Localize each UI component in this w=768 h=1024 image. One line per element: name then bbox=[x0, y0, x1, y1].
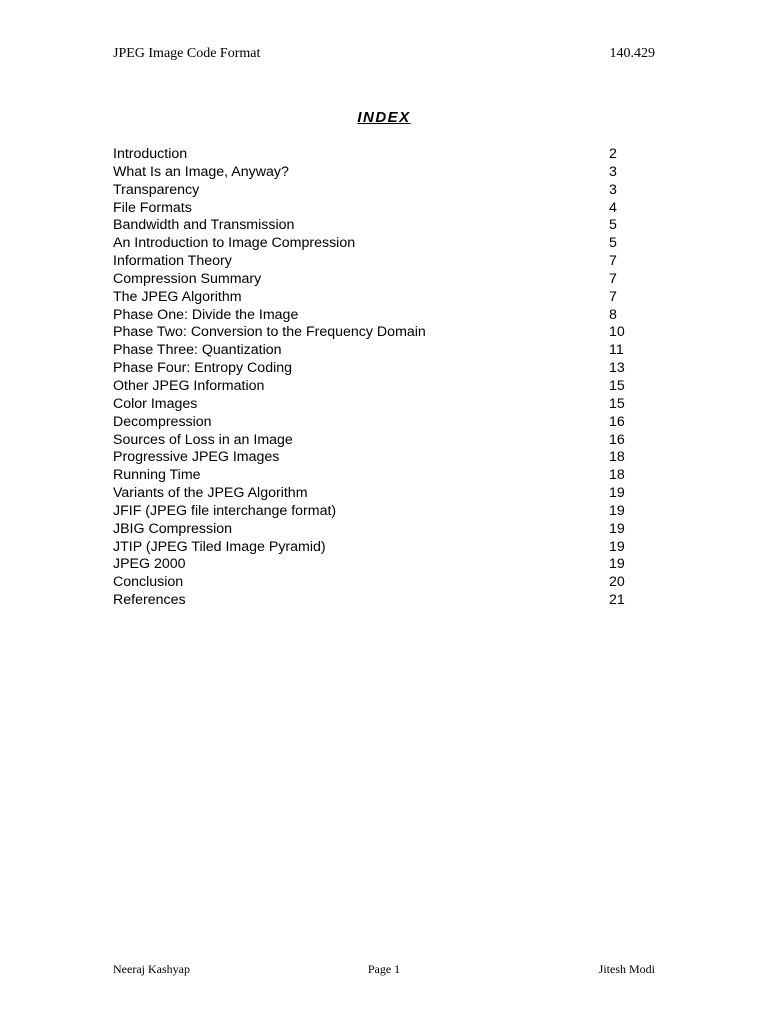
toc-entry-title: File Formats bbox=[113, 199, 192, 216]
toc-entry-title: Conclusion bbox=[113, 574, 184, 591]
toc-entry-title: What Is an Image, Anyway? bbox=[113, 163, 289, 180]
toc-entry bbox=[113, 378, 633, 396]
toc-entry-title: An Introduction to Image Compression bbox=[113, 235, 356, 252]
footer-author-left: Neeraj Kashyap bbox=[113, 962, 190, 976]
toc-entry-page: 19 bbox=[609, 538, 625, 555]
toc-entry-title: Other JPEG Information bbox=[113, 377, 265, 394]
toc-entry bbox=[113, 200, 633, 218]
toc-entry-page: 15 bbox=[609, 395, 625, 412]
toc-entry-title: The JPEG Algorithm bbox=[113, 288, 242, 305]
toc-entry bbox=[113, 253, 633, 271]
toc-entry-page: 4 bbox=[609, 199, 617, 216]
toc-entry bbox=[113, 539, 633, 557]
toc-entry bbox=[113, 503, 633, 521]
toc-entry bbox=[113, 449, 633, 467]
toc-entry bbox=[113, 396, 633, 414]
toc-entry-title: References bbox=[113, 592, 186, 609]
toc-entry-title: Sources of Loss in an Image bbox=[113, 431, 293, 448]
toc-entry-page: 13 bbox=[609, 360, 625, 377]
toc-entry-page: 7 bbox=[609, 288, 617, 305]
toc-entry-page: 7 bbox=[609, 270, 617, 287]
page-header bbox=[113, 46, 655, 66]
toc-entry bbox=[113, 271, 633, 289]
toc-entry-page: 10 bbox=[609, 324, 625, 341]
toc-entry bbox=[113, 574, 633, 592]
toc-entry-page: 19 bbox=[609, 485, 625, 502]
toc-entry bbox=[113, 360, 633, 378]
toc-entry bbox=[113, 485, 633, 503]
index-heading: INDEX bbox=[357, 109, 411, 126]
toc-entry-title: Bandwidth and Transmission bbox=[113, 217, 295, 234]
toc-entry-title: Running Time bbox=[113, 467, 201, 484]
toc-entry bbox=[113, 217, 633, 235]
toc-entry-page: 15 bbox=[609, 377, 625, 394]
toc-entry-title: Phase Three: Quantization bbox=[113, 342, 282, 359]
toc-entry bbox=[113, 521, 633, 539]
toc-entry bbox=[113, 414, 633, 432]
toc-entry-page: 5 bbox=[609, 235, 617, 252]
toc-entry-page: 18 bbox=[609, 449, 625, 466]
toc-entry-page: 16 bbox=[609, 431, 625, 448]
header-course-number: 140.429 bbox=[609, 46, 655, 61]
toc-entry bbox=[113, 342, 633, 360]
toc-entry-title: JTIP (JPEG Tiled Image Pyramid) bbox=[113, 538, 326, 555]
toc-entry bbox=[113, 467, 633, 485]
toc-entry bbox=[113, 324, 633, 342]
toc-entry bbox=[113, 146, 633, 164]
toc-entry-page: 21 bbox=[609, 592, 625, 609]
toc-entry bbox=[113, 164, 633, 182]
toc-entry-title: JPEG 2000 bbox=[113, 556, 186, 573]
toc-entry-title: Phase One: Divide the Image bbox=[113, 306, 299, 323]
toc-entry-title: JFIF (JPEG file interchange format) bbox=[113, 502, 337, 519]
toc-entry-title: JBIG Compression bbox=[113, 520, 233, 537]
footer-author-right: Jitesh Modi bbox=[598, 962, 655, 976]
toc-entry-title: Color Images bbox=[113, 395, 198, 412]
header-title: JPEG Image Code Format bbox=[113, 46, 261, 61]
toc-entry bbox=[113, 432, 633, 450]
toc-entry bbox=[113, 289, 633, 307]
toc-entry-title: Phase Two: Conversion to the Frequency Domain bbox=[113, 324, 426, 341]
toc-entry-page: 7 bbox=[609, 253, 617, 270]
toc-entry-page: 16 bbox=[609, 413, 625, 430]
toc-entry-title: Information Theory bbox=[113, 253, 232, 270]
toc-entry-title: Compression Summary bbox=[113, 270, 262, 287]
toc-entry-page: 19 bbox=[609, 502, 625, 519]
toc-entry-page: 20 bbox=[609, 574, 625, 591]
toc-entry bbox=[113, 182, 633, 200]
toc-entry-title: Progressive JPEG Images bbox=[113, 449, 280, 466]
toc-entry-page: 3 bbox=[609, 181, 617, 198]
toc-entry-title: Variants of the JPEG Algorithm bbox=[113, 485, 308, 502]
toc-entry bbox=[113, 556, 633, 574]
toc-entry-page: 18 bbox=[609, 467, 625, 484]
toc-entry-page: 11 bbox=[609, 342, 624, 359]
toc-entry-page: 3 bbox=[609, 163, 617, 180]
toc-entry-title: Decompression bbox=[113, 413, 212, 430]
toc-entry-page: 8 bbox=[609, 306, 617, 323]
toc-entry-page: 19 bbox=[609, 520, 625, 537]
toc-entry-page: 2 bbox=[609, 146, 617, 162]
page-footer bbox=[113, 962, 655, 982]
toc-entry bbox=[113, 235, 633, 253]
table-of-contents bbox=[113, 146, 633, 610]
toc-entry-page: 19 bbox=[609, 556, 625, 573]
toc-entry bbox=[113, 307, 633, 325]
footer-page-number: Page 1 bbox=[367, 962, 401, 976]
toc-entry-title: Phase Four: Entropy Coding bbox=[113, 360, 293, 377]
toc-entry-page: 5 bbox=[609, 217, 617, 234]
toc-entry-title: Transparency bbox=[113, 181, 200, 198]
toc-entry-title: Introduction bbox=[113, 146, 188, 162]
toc-entry bbox=[113, 592, 633, 610]
